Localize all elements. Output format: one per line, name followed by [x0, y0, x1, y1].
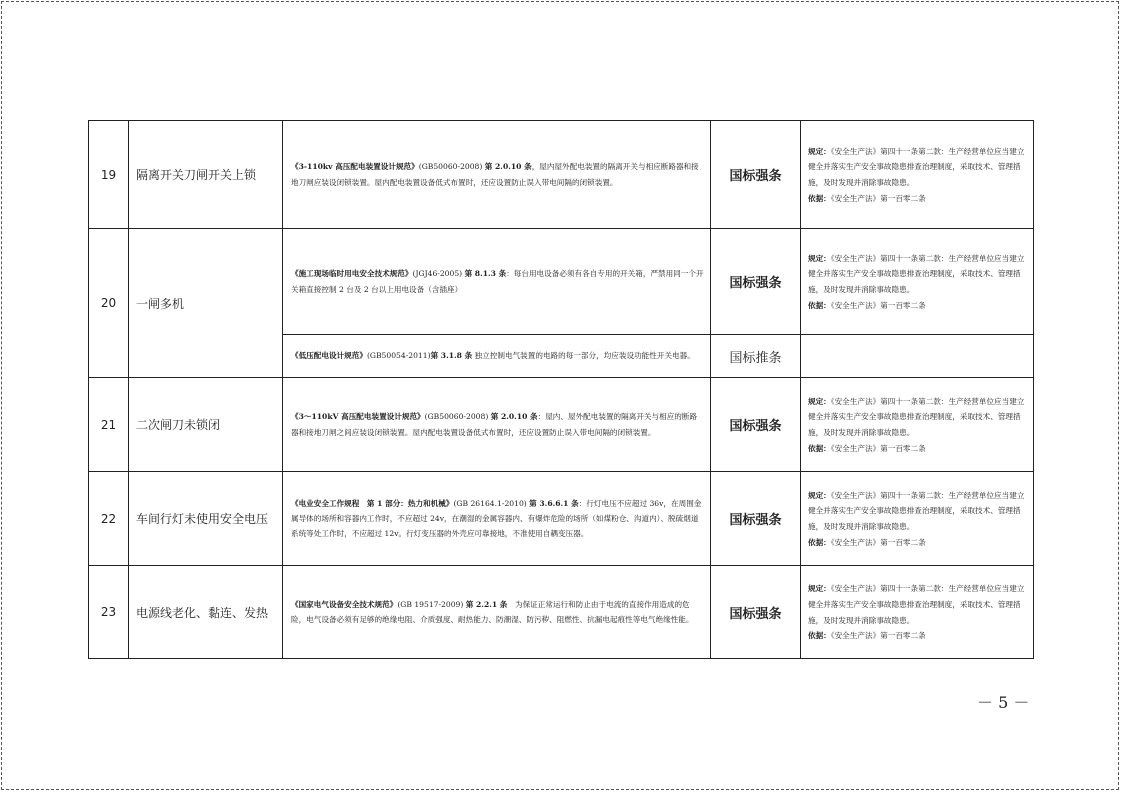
basis-label: 依据： — [808, 193, 831, 203]
standard-code: (GB50054-2011) — [366, 351, 431, 361]
rule-label: 规定： — [808, 584, 831, 594]
legal-basis — [801, 229, 1034, 335]
standard-text: ：屋内、屋外配电装置的隔离开关与相应的断路器和接地刀闸之间应装设闭锁装置。屋内配电装置设备低式布置时，还应设置防止误入带电间隔的闭锁装置。 — [291, 412, 698, 437]
standard-clause-number: 第 3.6.6.1 条 — [529, 498, 579, 508]
standard-text: 为保证正常运行和防止由于电流的直接作用造成的危险，电气设备必须有足够的绝缘电阻、介质强度、耐热能力、防潮湿、防污秽、阻燃性、抗漏电起痕性等电气绝缘性能。 — [291, 599, 694, 624]
row-number: 19 — [89, 121, 129, 229]
rule-text: 《安全生产法》第四十一条第二款：生产经营单位应当建立健全并落实生产安全事故隐患排查治理制度，采取技术、管理措施，及时发现并消除事故隐患。 — [808, 584, 1025, 625]
standard-code: (GB 26164.1-2010) — [453, 498, 527, 508]
standard-clause-number: 第 8.1.3 条 — [464, 269, 507, 279]
standard-clause — [283, 378, 711, 472]
standard-title: 《国家电气设备安全技术规范》 — [291, 599, 398, 609]
legal-basis-empty — [801, 335, 1034, 378]
basis-text: 《安全生产法》第一百零二条 — [830, 537, 926, 547]
page-number: － 5 － — [977, 693, 1030, 712]
hazard-description: 隔离开关刀闸开关上锁 — [129, 121, 283, 229]
table-row — [89, 472, 1034, 566]
standard-clause-number: 第 3.1.8 条 — [430, 351, 473, 361]
table-row — [89, 378, 1034, 472]
standard-clause-number: 第 2.0.10 条 — [484, 162, 532, 172]
rule-text: 《安全生产法》第四十一条第二款：生产经营单位应当建立健全并落实生产安全事故隐患排查治理制度，采取技术、管理措施，及时发现并消除事故隐患。 — [808, 146, 1025, 187]
standard-clause-number: 第 2.2.1 条 — [465, 599, 508, 609]
hazard-description: 电源线老化、黏连、发热 — [129, 566, 283, 659]
standard-code: (JGJ46-2005) — [412, 269, 463, 279]
basis-label: 依据： — [808, 443, 831, 453]
basis-label: 依据： — [808, 300, 831, 310]
rule-label: 规定： — [808, 253, 831, 263]
standard-code: (GB50060-2008) — [424, 412, 489, 422]
standard-clause — [283, 229, 711, 335]
basis-text: 《安全生产法》第一百零二条 — [830, 443, 926, 453]
legal-basis — [801, 472, 1034, 566]
row-number: 21 — [89, 378, 129, 472]
standard-title: 《施工现场临时用电安全技术规范》 — [291, 269, 413, 279]
regulation-table — [88, 120, 1034, 659]
standard-clause — [283, 472, 711, 566]
basis-label: 依据： — [808, 537, 831, 547]
row-number: 23 — [89, 566, 129, 659]
rule-label: 规定： — [808, 490, 831, 500]
category-label: 国标强条 — [711, 229, 801, 335]
legal-basis — [801, 378, 1034, 472]
basis-text: 《安全生产法》第一百零二条 — [830, 631, 926, 641]
standard-clause — [283, 566, 711, 659]
rule-label: 规定： — [808, 146, 831, 156]
table-row — [89, 229, 1034, 335]
standard-text: ：每台用电设备必须有各自专用的开关箱，严禁用同一个开关箱直接控制 2 台及 2 台以上用电设备（含插座） — [291, 269, 704, 294]
standard-title: 《3-110kv 高压配电装置设计规范》 — [291, 162, 419, 172]
table-row — [89, 566, 1034, 659]
basis-label: 依据： — [808, 631, 831, 641]
standard-text: ：行灯电压不应超过 36v，在周围金属导体的场所和容器内工作时，不应超过 24v，在潮湿的金属容器内、有爆炸危险的场所（如煤粉仓、沟道内）、脱硫烟道系统等处工作时，不应超过 12v。行灯变压器的外壳应可靠接地，不准使用自耦变压器。 — [291, 498, 702, 539]
standard-clause — [283, 121, 711, 229]
table-row — [89, 121, 1034, 229]
rule-label: 规定： — [808, 396, 831, 406]
standard-title: 《3～110kV 高压配电装置设计规范》 — [291, 412, 425, 422]
category-label: 国标强条 — [711, 378, 801, 472]
rule-text: 《安全生产法》第四十一条第二款：生产经营单位应当建立健全并落实生产安全事故隐患排查治理制度，采取技术、管理措施，及时发现并消除事故隐患。 — [808, 490, 1025, 531]
row-number: 22 — [89, 472, 129, 566]
standard-text: ，屋内屋外配电装置的隔离开关与相应断路器和接地刀闸应装设闭锁装置。屋内配电装置设备低式布置时，还应设置防止误入带电间隔的闭锁装置。 — [291, 162, 699, 187]
legal-basis — [801, 121, 1034, 229]
standard-clause-number: 第 2.0.10 条 — [490, 412, 538, 422]
legal-basis — [801, 566, 1034, 659]
standard-text: 独立控制电气装置的电路的每一部分，均应装设功能性开关电器。 — [472, 351, 695, 361]
standard-code: (GB50060-2008) — [418, 162, 483, 172]
standard-clause — [283, 335, 711, 378]
basis-text: 《安全生产法》第一百零二条 — [830, 193, 926, 203]
standard-title: 《电业安全工作规程 第 1 部分：热力和机械》 — [291, 498, 454, 508]
hazard-description: 车间行灯未使用安全电压 — [129, 472, 283, 566]
category-label: 国标强条 — [711, 472, 801, 566]
rule-text: 《安全生产法》第四十一条第二款：生产经营单位应当建立健全并落实生产安全事故隐患排查治理制度，采取技术、管理措施，及时发现并消除事故隐患。 — [808, 396, 1025, 437]
hazard-description: 二次闸刀未锁闭 — [129, 378, 283, 472]
category-label: 国标强条 — [711, 121, 801, 229]
hazard-description: 一闸多机 — [129, 229, 283, 378]
standard-title: 《低压配电设计规范》 — [291, 351, 367, 361]
rule-text: 《安全生产法》第四十一条第二款：生产经营单位应当建立健全并落实生产安全事故隐患排查治理制度，采取技术、管理措施，及时发现并消除事故隐患。 — [808, 253, 1025, 294]
category-label: 国标推条 — [711, 335, 801, 378]
category-label: 国标强条 — [711, 566, 801, 659]
basis-text: 《安全生产法》第一百零二条 — [830, 300, 926, 310]
standard-code: (GB 19517-2009) — [397, 599, 464, 609]
row-number: 20 — [89, 229, 129, 378]
